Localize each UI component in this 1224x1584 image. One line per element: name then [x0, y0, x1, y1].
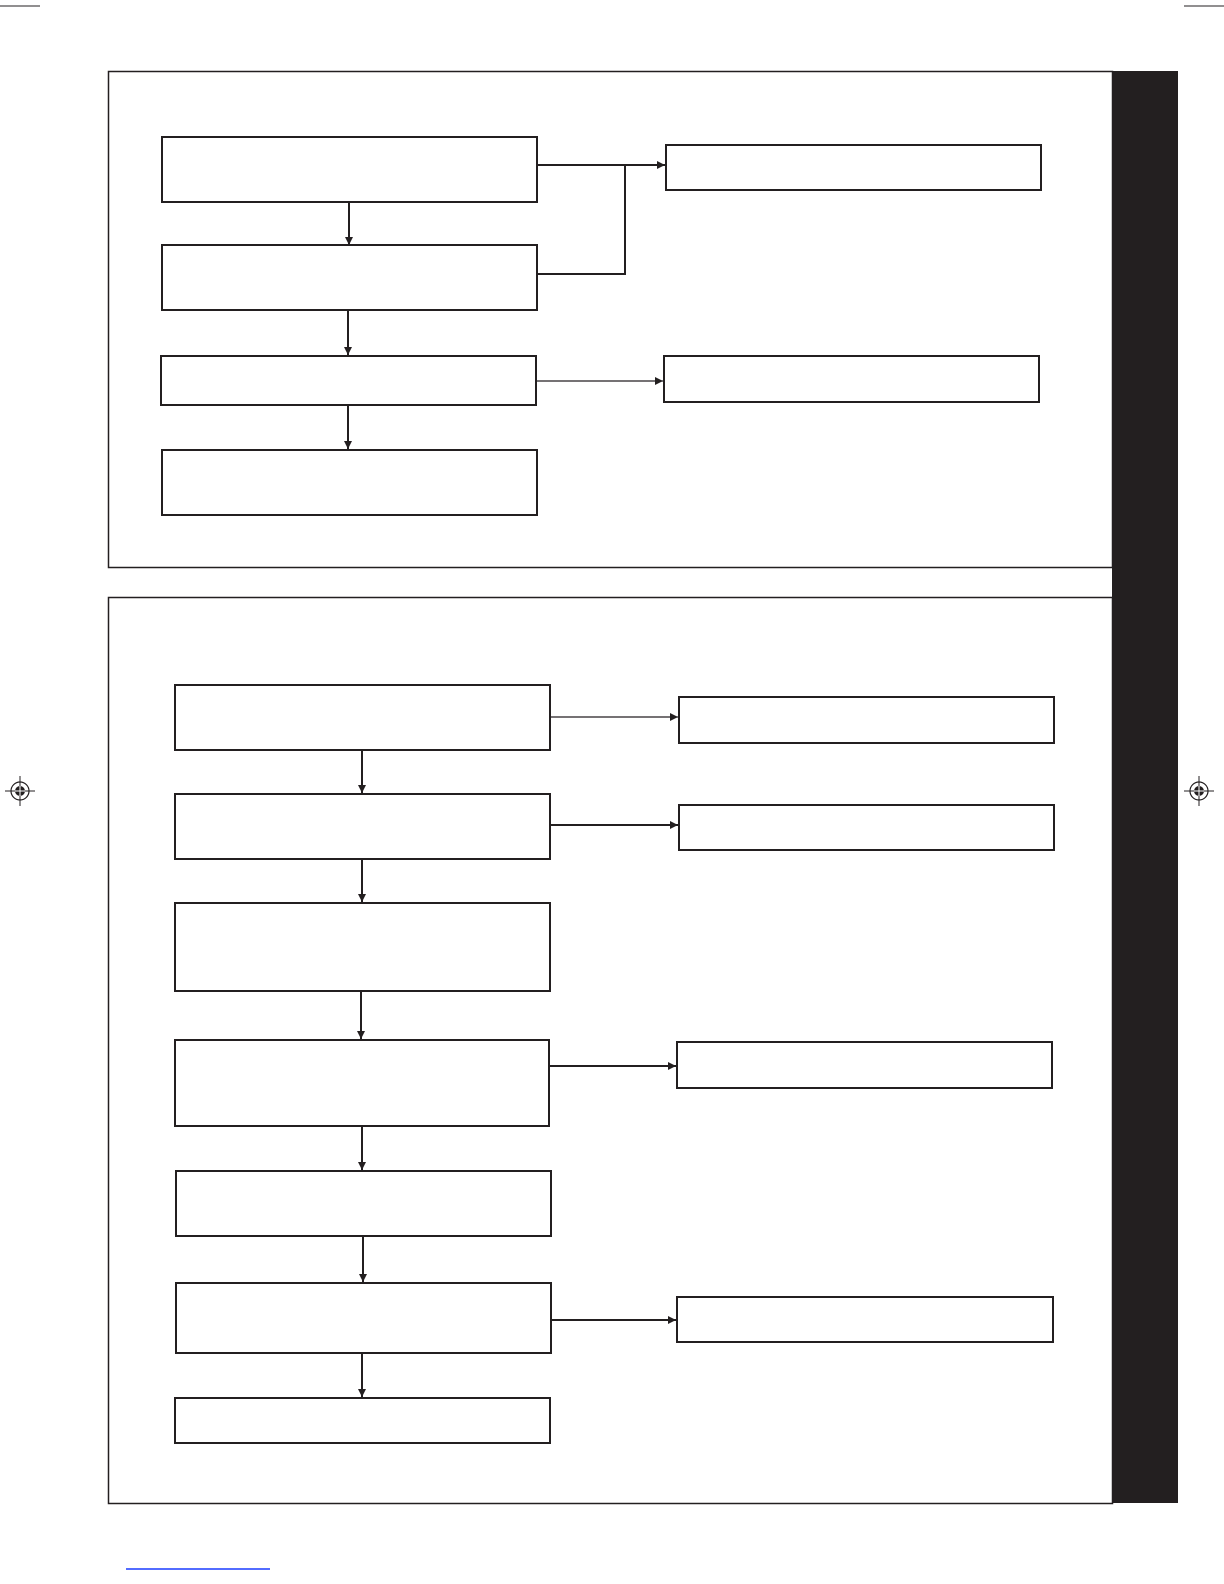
flow-box: [175, 1398, 550, 1443]
flow-box: [677, 1297, 1053, 1342]
flow-box: [161, 356, 536, 405]
flow-box: [677, 1042, 1052, 1088]
side-tab: [1112, 71, 1178, 1503]
panel-bottom: [175, 685, 1054, 1443]
flow-box: [679, 805, 1054, 850]
flow-box: [162, 450, 537, 515]
registration-mark-icon: [1184, 776, 1214, 806]
panel-top: [161, 137, 1041, 515]
flow-box: [175, 794, 550, 859]
flow-box: [664, 356, 1039, 402]
flow-box: [176, 1171, 551, 1236]
flow-box: [162, 137, 537, 202]
flow-box: [175, 685, 550, 750]
flow-box: [175, 1040, 549, 1126]
flow-box: [175, 903, 550, 991]
flow-box: [679, 697, 1054, 743]
flow-box: [162, 245, 537, 310]
connector-line: [537, 165, 625, 274]
flow-box: [176, 1283, 551, 1353]
flow-box: [666, 145, 1041, 190]
registration-mark-icon: [5, 776, 35, 806]
